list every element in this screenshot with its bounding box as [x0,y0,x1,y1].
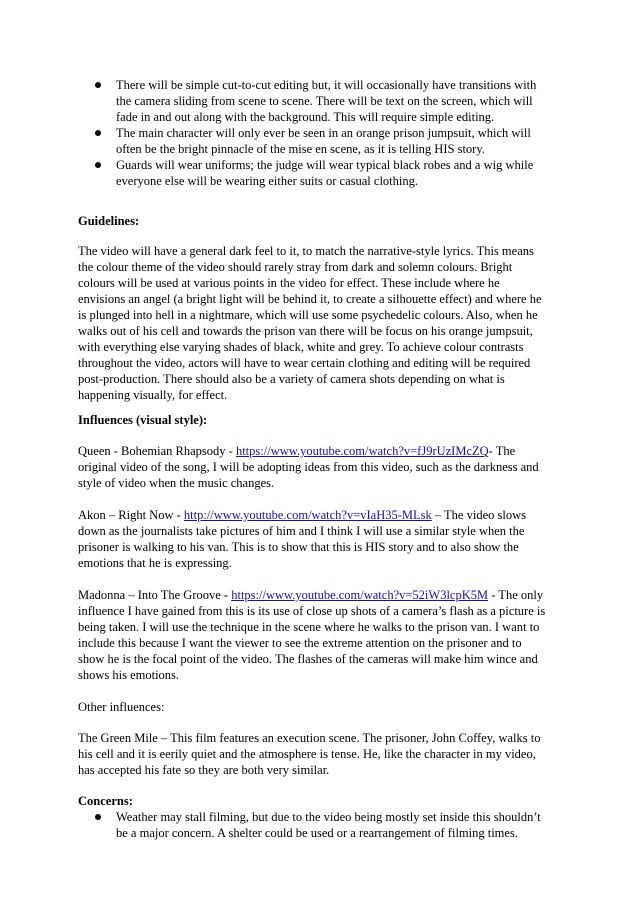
madonna-line: include this because I want the viewer to see the extreme attention on the prisoner and to [78,636,522,650]
bullet-marker [95,162,101,168]
madonna-line: being taken. I will use the technique in the scene where he walks to the prison van. I want to [78,620,540,634]
guidelines-line: post-production. There should also be a variety of camera shots depending on what is [78,372,505,386]
guidelines-line: throughout the video, actors will have to wear certain clothing and editing will be required [78,356,531,370]
intro-bullet-3-line-1: Guards will wear uniforms; the judge will wear typical black robes and a wig while [116,158,534,172]
queen-video-link[interactable]: https://www.youtube.com/watch?v=fJ9rUzIMcZQ [235,444,489,458]
akon-line: emotions that he is expressing. [78,556,232,570]
intro-bullet-1-line-3: fade in and out along with the background. This will require simple editing. [116,110,495,124]
intro-bullet-2-line-1: The main character will only ever be seen in an orange prison jumpsuit, which will [116,126,531,140]
madonna-line: shows his emotions. [78,668,180,682]
guidelines-line: the colour theme of the video should rarely stray from dark and solemn colours. Bright [78,260,513,274]
madonna-prefix: Madonna – Into The Groove - [78,588,232,602]
guidelines-heading: Guidelines: [78,214,140,228]
akon-prefix: Akon – Right Now - [78,508,184,522]
influences-heading: Influences (visual style): [78,413,208,427]
guidelines-line: The video will have a general dark feel to it, to match the narrative-style lyrics. This means [78,244,534,258]
akon-reference [78,507,526,523]
guidelines-line: walks out of his cell and towards the prison van there will be focus on his orange jumpsuit, [78,324,533,338]
other-influences-heading: Other influences: [78,700,165,714]
intro-bullet-1-line-1: There will be simple cut-to-cut editing but, it will occasionally have transitions with [116,78,537,92]
guidelines-line: with everything else varying shades of black, white and grey. To achieve colour contrasts [78,340,524,354]
guidelines-line: happening visually, for effect. [78,388,228,402]
concerns-bullet-line-1: Weather may stall filming, but due to the video being mostly set inside this shouldn’t [116,810,541,824]
akon-video-link[interactable]: http://www.youtube.com/watch?v=vIaH35-MLsk [183,508,432,522]
akon-suffix: – The video slows [431,508,526,522]
madonna-suffix: - The only [488,588,544,602]
other-influences-line: The Green Mile – This film features an execution scene. The prisoner, John Coffey, walks to [78,731,541,745]
madonna-reference [78,587,543,603]
queen-line: style of video when the music changes. [78,476,275,490]
other-influences-line: has accepted his fate so they are both very similar. [78,763,330,777]
intro-bullet-1-line-2: the camera sliding from scene to scene. There will be text on the screen, which will [116,94,533,108]
madonna-line: influence I have gained from this is its use of close up shots of a camera’s flash as a picture is [78,604,546,618]
guidelines-line: colours will be used at various points in the video for effect. These include where he [78,276,500,290]
madonna-line: show he is the focal point of the video. The flashes of the cameras will make him wince and [78,652,538,666]
bullet-marker [95,82,101,88]
other-influences-line: his cell and it is eerily quiet and the atmosphere is tense. He, like the character in my video, [78,747,536,761]
akon-line: down as the journalists take pictures of him and I think I will use a similar style when the [78,524,525,538]
intro-bullet-3-line-2: everyone else will be wearing either suits or casual clothing. [116,174,418,188]
queen-prefix: Queen - Bohemian Rhapsody - [78,444,236,458]
intro-bullet-2-line-2: often be the bright pinnacle of the mise en scene, as it is telling HIS story. [116,142,485,156]
bullet-marker [95,130,101,136]
concerns-bullet-line-2: be a major concern. A shelter could be used or a rearrangement of filming times. [116,826,518,840]
guidelines-line: envisions an angel (a bright light will be behind it, to create a silhouette effect) and where he [78,292,542,306]
concerns-heading: Concerns: [78,794,133,808]
queen-line: original video of the song, I will be adopting ideas from this video, such as the darkness and [78,460,539,474]
queen-suffix: - The [488,444,516,458]
madonna-video-link[interactable]: https://www.youtube.com/watch?v=52iW3lcpK5M [231,588,489,602]
akon-line: prisoner is walking to his van. This is to show that this is HIS story and to also show the [78,540,519,554]
bullet-marker [95,814,101,820]
queen-reference [78,443,515,459]
guidelines-line: is plunged into hell in a nightmare, which will use some psychedelic colours. Also, when he [78,308,538,322]
